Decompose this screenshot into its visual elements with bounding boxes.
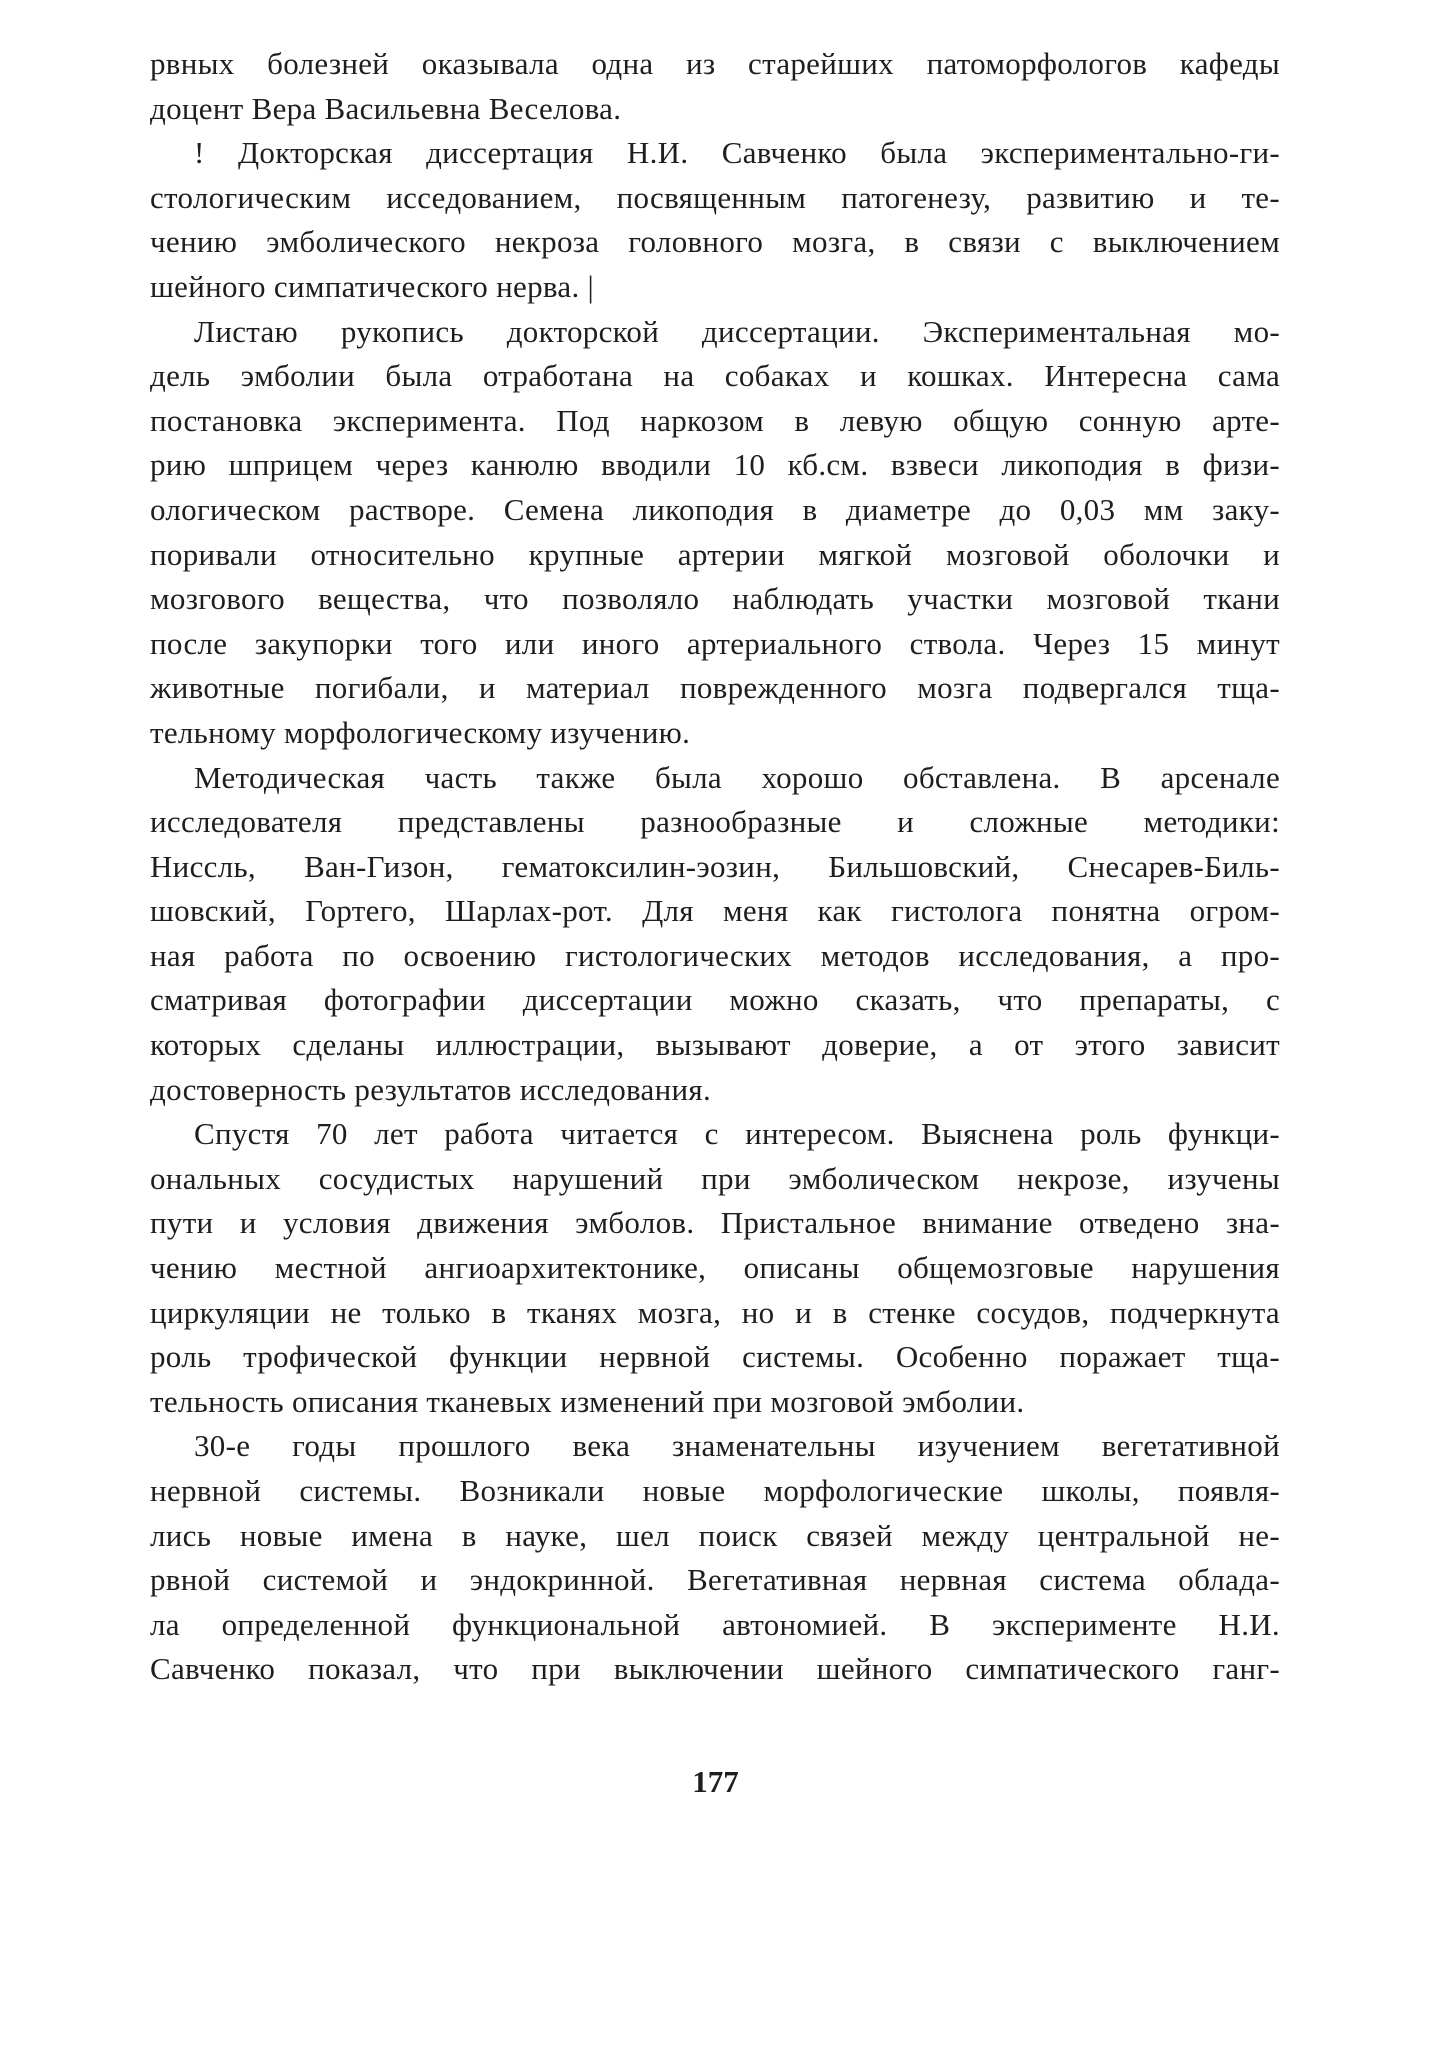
text-line: шовский, Гортего, Шарлах-рот. Для меня как гистолога понятна огром- [150,893,1280,929]
text-line: чению местной ангиоархитектонике, описаны общемозговые нарушения [150,1250,1280,1286]
text-line: роль трофической функции нервной системы. Особенно поражает тща- [150,1339,1280,1375]
text-line: Методическая часть также была хорошо обставлена. В арсенале [194,759,1280,795]
text-line: которых сделаны иллюстрации, вызывают доверие, а от этого зависит [150,1027,1280,1063]
text-line: рвной системой и эндокринной. Вегетативная нервная система облада- [150,1562,1280,1598]
text-line: 30-е годы прошлого века знаменательны изучением вегетативной [194,1428,1280,1464]
text-line: лись новые имена в науке, шел поиск связей между центральной не- [150,1517,1280,1553]
text-line: стологическим исседованием, посвященным патогенезу, развитию и те- [150,179,1280,215]
page-number: 177 [692,1764,739,1799]
text-line: ная работа по освоению гистологических методов исследования, а про- [150,937,1280,973]
text-line: дель эмболии была отработана на собаках и кошках. Интересна сама [150,358,1280,394]
text-line: пути и условия движения эмболов. Пристальное внимание отведено зна- [150,1205,1280,1241]
text-line: мозгового вещества, что позволяло наблюдать участки мозговой ткани [150,581,1280,617]
text-line: исследователя представлены разнообразные и сложные методики: [150,804,1280,840]
text-line: Ниссль, Ван-Гизон, гематоксилин-эозин, Бильшовский, Снесарев-Биль- [150,848,1280,884]
text-line: тельному морфологическому изучению. [150,714,691,750]
text-line: тельность описания тканевых изменений при мозговой эмболии. [150,1383,1025,1419]
text-line: чению эмболического некроза головного мозга, в связи с выключением [150,224,1280,260]
text-line: ологическом растворе. Семена ликоподия в диаметре до 0,03 мм заку- [150,491,1280,527]
text-line: Листаю рукопись докторской диссертации. Экспериментальная мо- [194,313,1280,349]
text-line: Спустя 70 лет работа читается с интересом. Выяснена роль функци- [194,1116,1280,1152]
text-line: доцент Вера Васильевна Веселова. [150,90,622,126]
text-line: циркуляции не только в тканях мозга, но и в стенке сосудов, подчеркнута [150,1294,1280,1330]
text-line: рвных болезней оказывала одна из старейших патоморфологов кафеды [150,46,1280,81]
text-line: достоверность результатов исследования. [150,1071,711,1107]
text-line: сматривая фотографии диссертации можно сказать, что препараты, с [150,982,1280,1018]
text-line: нервной системы. Возникали новые морфологические школы, появля- [150,1473,1280,1508]
text-line: рию шприцем через канюлю вводили 10 кб.см. взвеси ликоподия в физи- [150,447,1280,483]
text-line: после закупорки того или иного артериального ствола. Через 15 минут [150,625,1280,661]
text-line: поривали относительно крупные артерии мягкой мозговой оболочки и [150,536,1280,572]
body-text [150,42,1280,1692]
text-line: ональных сосудистых нарушений при эмболическом некрозе, изучены [150,1160,1280,1196]
text-line: ла определенной функциональной автономией. В эксперименте Н.И. [150,1606,1280,1642]
text-line: Савченко показал, что при выключении шейного симпатического ганг- [150,1651,1280,1687]
text-line: животные погибали, и материал поврежденного мозга подвергался тща- [150,670,1280,706]
text-line: постановка эксперимента. Под наркозом в левую общую сонную арте- [150,402,1280,438]
text-line: шейного симпатического нерва. | [150,268,595,304]
text-line: ! Докторская диссертация Н.И. Савченко была экспериментально-ги- [194,135,1280,171]
